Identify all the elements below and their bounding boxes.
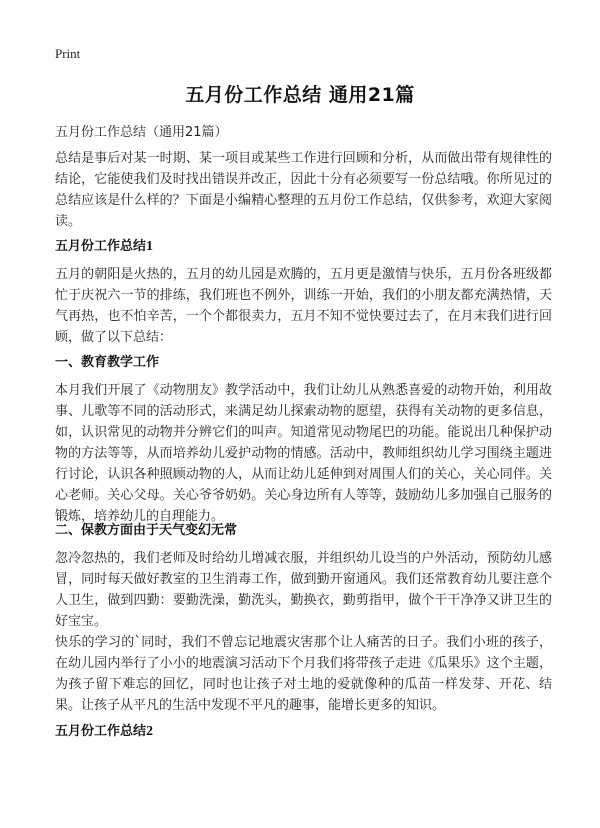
document-subtitle: 五月份工作总结（通用21篇） — [55, 125, 228, 140]
section-heading-text: 五月份工作总结 — [55, 724, 147, 739]
intro-paragraph: 总结是事后对某一时期、某一项目或某些工作进行回顾和分析，从而做出带有规律性的结论，它能使我们及时找出错误并改正，因此十分有必须要写一份总结哦。你所见过的总结应该是什么样的？下面是小编精心整理的五月份工作总结，仅供参考，欢迎大家阅读。 — [55, 151, 552, 229]
section-1-paragraph: 五月的朝阳是火热的，五月的幼儿园是欢腾的，五月更是激情与快乐，五月份各班级都忙于庆祝六一节的排练，我们班也不例外，训练一开始，我们的小朋友都充满热情，天气再热，也不怕辛苦，一个个都很卖力，五月不知不觉快要过去了，在月末我们进行回顾，做了以下总结： — [55, 267, 552, 345]
section-number: 2 — [146, 724, 154, 739]
section-heading-2 — [55, 720, 153, 740]
section-heading-care: 二、保教方面由于天气变幻无常 — [55, 523, 238, 538]
section-heading-text: 五月份工作总结 — [55, 239, 147, 254]
section-number: 1 — [146, 239, 154, 254]
section-heading-1 — [55, 235, 153, 255]
document-title: 五月份工作总结 通用21篇 — [185, 84, 415, 106]
teaching-paragraph: 本月我们开展了《动物朋友》教学活动中，我们让幼儿从熟悉喜爱的动物开始，利用故事、儿歌等不同的活动形式，来满足幼儿探索动物的愿望，获得有关动物的更多信息，如，认识常见的动物并分辨它们的叫声。知道常见动物尾巴的功能。能说出几种保护动物的方法等等，从而培养幼儿爱护动物的情感。活动中，教师组织幼儿学习围绕主题进行讨论，认识各种照顾动物的人，从而让幼儿延伸到对周围人们的关心，关心同伴。关心老师。关心父母。关心爷爷奶奶。关心身边所有人等等，鼓励幼儿多加强自己服务的锻炼，培养幼儿的自理能力。 — [55, 383, 552, 524]
print-link[interactable]: Print — [55, 46, 81, 61]
learning-paragraph: 快乐的学习的`同时，我们不曾忘记地震灾害那个让人痛苦的日子。我们小班的孩子，在幼儿园内举行了小小的地震演习活动下个月我们将带孩子走进《瓜果乐》这个主题，为孩子留下难忘的回忆，同时也让孩子对土地的爱就像种的瓜苗一样发芽、开花、结果。让孩子从平凡的生活中发现不平凡的趣事，能增长更多的知识。 — [55, 635, 552, 713]
care-paragraph: 忽冷忽热的，我们老师及时给幼儿增减衣服，并组织幼儿设当的户外活动，预防幼儿感冒，同时每天做好教室的卫生消毒工作，做到勤开窗通风。我们还常教育幼儿要注意个人卫生，做到四勤：要勤洗澡，勤洗头，勤换衣，勤剪指甲，做个干干净净又讲卫生的好宝宝。 — [55, 551, 552, 629]
section-heading-teaching: 一、教育教学工作 — [55, 355, 160, 370]
